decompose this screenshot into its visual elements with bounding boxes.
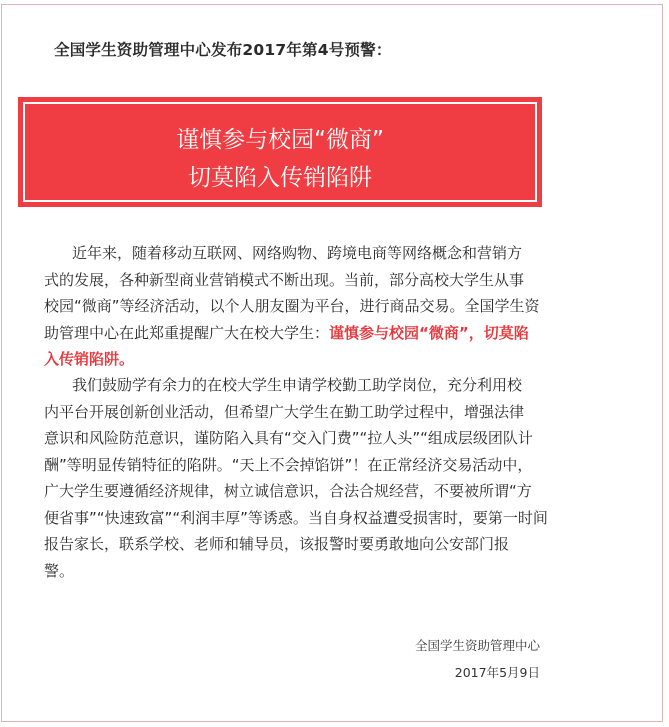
article-frame [1, 4, 663, 722]
paragraph-2-line: 我们鼓励学有余力的在校大学生申请学校勤工助学岗位，充分利用校 [72, 376, 523, 394]
paragraph-2-line: 广大学生要遵循经济规律，树立诚信意识，合法合规经营，不要被所谓“方 [44, 482, 532, 500]
highlight-warning: 谨慎参与校园“微商”，切莫陷 [329, 323, 529, 342]
warning-banner [18, 97, 542, 207]
paragraph-1-line: 式的发展，各种新型商业营销模式不断出现。当前，部分高校大学生从事 [44, 270, 525, 289]
banner-title-line-2: 切莫陷入传销陷阱 [188, 165, 372, 191]
paragraph-2-line: 便省事”“快速致富”“利润丰厚”等诱惑。当自身权益遭受损害时，要第一时间 [44, 508, 548, 527]
paragraph-2-line: 报告家长，联系学校、老师和辅导员，该报警时要勇敢地向公安部门报 [44, 535, 510, 553]
banner-title-line-1: 谨慎参与校园“微商” [176, 127, 384, 153]
warning-banner-inner-border [23, 102, 537, 202]
paragraph-2-line: 内平台开展创新创业活动，但希望广大学生在勤工助学过程中，增强法律 [44, 402, 525, 421]
paragraph-2-line: 警。 [44, 561, 75, 580]
paragraph-1-line: 校园“微商”等经济活动，以个人朋友圈为平台，进行商品交易。全国学生资 [44, 297, 540, 315]
paragraph-1-line: 近年来，随着移动互联网、网络购物、跨境电商等网络概念和营销方 [72, 244, 523, 262]
paragraph-2-line: 酬”等明显传销特征的陷阱。“天上不会掉馅饼”！在正常经济交易活动中， [44, 455, 533, 474]
paragraph-1-line [44, 320, 554, 347]
paragraph-1-line [44, 346, 554, 373]
signature-date: 2017年5月9日 [454, 665, 540, 680]
paragraph-1-text: 助管理中心在此郑重提醒广大在校大学生： [44, 323, 330, 342]
highlight-warning: 入传销陷阱。 [44, 350, 135, 368]
paragraph-1 [44, 240, 554, 373]
paragraph-2-line: 意识和风险防范意识，谨防陷入具有“交入门费”“拉人头”“组成层级团队计 [44, 429, 533, 447]
headline: 全国学生资助管理中心发布2017年第4号预警： [54, 41, 392, 59]
paragraph-2 [44, 372, 554, 584]
signature-org: 全国学生资助管理中心 [414, 638, 540, 653]
